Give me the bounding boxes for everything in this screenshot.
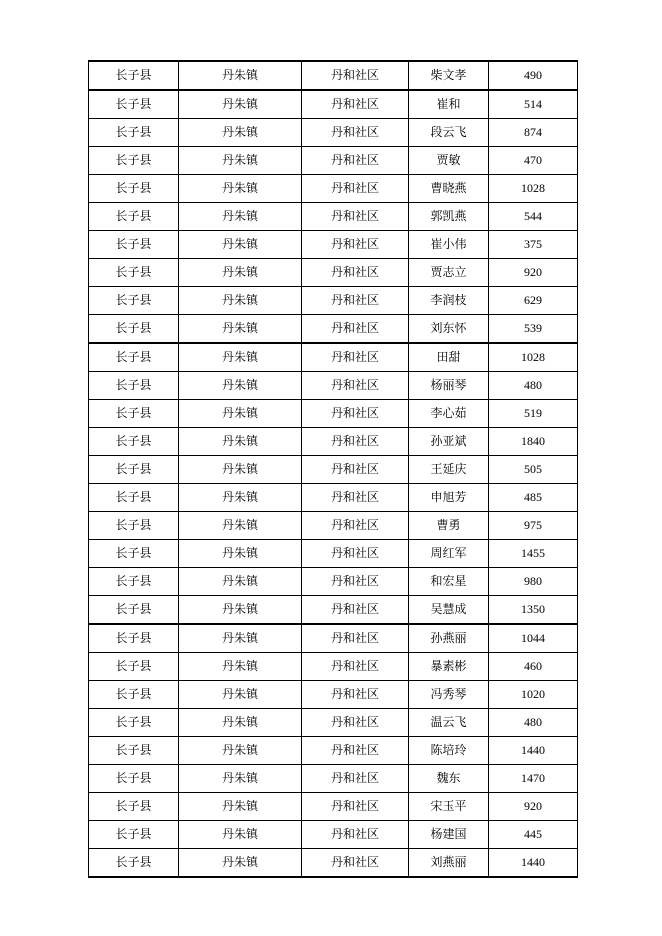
amount-cell: 1028 — [489, 343, 578, 372]
county-cell: 长子县 — [89, 400, 179, 428]
name-cell: 宋玉平 — [409, 793, 489, 821]
name-cell: 曹晓燕 — [409, 175, 489, 203]
town-cell: 丹朱镇 — [179, 287, 302, 315]
table-row — [89, 512, 578, 540]
table-row — [89, 287, 578, 315]
community-cell: 丹和社区 — [302, 596, 409, 625]
name-cell: 冯秀琴 — [409, 681, 489, 709]
name-cell: 曹勇 — [409, 512, 489, 540]
town-cell: 丹朱镇 — [179, 653, 302, 681]
community-cell: 丹和社区 — [302, 765, 409, 793]
name-cell: 吴慧成 — [409, 596, 489, 625]
table-row — [89, 653, 578, 681]
amount-cell: 375 — [489, 231, 578, 259]
county-cell: 长子县 — [89, 287, 179, 315]
town-cell: 丹朱镇 — [179, 821, 302, 849]
town-cell: 丹朱镇 — [179, 90, 302, 119]
name-cell: 孙亚斌 — [409, 428, 489, 456]
county-cell: 长子县 — [89, 793, 179, 821]
amount-cell: 539 — [489, 315, 578, 344]
roster-table — [88, 60, 578, 878]
community-cell: 丹和社区 — [302, 568, 409, 596]
county-cell: 长子县 — [89, 653, 179, 681]
town-cell: 丹朱镇 — [179, 737, 302, 765]
name-cell: 崔小伟 — [409, 231, 489, 259]
community-cell: 丹和社区 — [302, 484, 409, 512]
amount-cell: 1440 — [489, 737, 578, 765]
name-cell: 郭凯燕 — [409, 203, 489, 231]
table-row — [89, 372, 578, 400]
name-cell: 王延庆 — [409, 456, 489, 484]
town-cell: 丹朱镇 — [179, 709, 302, 737]
amount-cell: 1350 — [489, 596, 578, 625]
county-cell: 长子县 — [89, 596, 179, 625]
amount-cell: 480 — [489, 372, 578, 400]
name-cell: 刘燕丽 — [409, 849, 489, 878]
name-cell: 刘东怀 — [409, 315, 489, 344]
table-row — [89, 540, 578, 568]
amount-cell: 470 — [489, 147, 578, 175]
name-cell: 暴素彬 — [409, 653, 489, 681]
table-row — [89, 793, 578, 821]
community-cell: 丹和社区 — [302, 372, 409, 400]
name-cell: 贾敏 — [409, 147, 489, 175]
county-cell: 长子县 — [89, 90, 179, 119]
name-cell: 杨丽琴 — [409, 372, 489, 400]
name-cell: 李心茹 — [409, 400, 489, 428]
table-row — [89, 568, 578, 596]
amount-cell: 544 — [489, 203, 578, 231]
town-cell: 丹朱镇 — [179, 568, 302, 596]
town-cell: 丹朱镇 — [179, 456, 302, 484]
name-cell: 申旭芳 — [409, 484, 489, 512]
amount-cell: 445 — [489, 821, 578, 849]
town-cell: 丹朱镇 — [179, 119, 302, 147]
town-cell: 丹朱镇 — [179, 372, 302, 400]
amount-cell: 490 — [489, 61, 578, 90]
community-cell: 丹和社区 — [302, 400, 409, 428]
amount-cell: 1020 — [489, 681, 578, 709]
town-cell: 丹朱镇 — [179, 259, 302, 287]
amount-cell: 629 — [489, 287, 578, 315]
amount-cell: 485 — [489, 484, 578, 512]
name-cell: 柴文孝 — [409, 61, 489, 90]
county-cell: 长子县 — [89, 343, 179, 372]
town-cell: 丹朱镇 — [179, 231, 302, 259]
community-cell: 丹和社区 — [302, 428, 409, 456]
amount-cell: 920 — [489, 259, 578, 287]
town-cell: 丹朱镇 — [179, 343, 302, 372]
amount-cell: 980 — [489, 568, 578, 596]
community-cell: 丹和社区 — [302, 119, 409, 147]
town-cell: 丹朱镇 — [179, 512, 302, 540]
table-row — [89, 343, 578, 372]
amount-cell: 460 — [489, 653, 578, 681]
amount-cell: 1044 — [489, 624, 578, 653]
amount-cell: 514 — [489, 90, 578, 119]
table-row — [89, 596, 578, 625]
table-row — [89, 681, 578, 709]
town-cell: 丹朱镇 — [179, 624, 302, 653]
county-cell: 长子县 — [89, 624, 179, 653]
town-cell: 丹朱镇 — [179, 793, 302, 821]
community-cell: 丹和社区 — [302, 849, 409, 878]
community-cell: 丹和社区 — [302, 624, 409, 653]
name-cell: 温云飞 — [409, 709, 489, 737]
community-cell: 丹和社区 — [302, 343, 409, 372]
county-cell: 长子县 — [89, 61, 179, 90]
county-cell: 长子县 — [89, 259, 179, 287]
name-cell: 孙燕丽 — [409, 624, 489, 653]
table-row — [89, 259, 578, 287]
table-row — [89, 315, 578, 344]
name-cell: 和宏星 — [409, 568, 489, 596]
table-row — [89, 119, 578, 147]
community-cell: 丹和社区 — [302, 259, 409, 287]
county-cell: 长子县 — [89, 709, 179, 737]
table-row — [89, 175, 578, 203]
name-cell: 贾志立 — [409, 259, 489, 287]
community-cell: 丹和社区 — [302, 653, 409, 681]
table-row — [89, 765, 578, 793]
town-cell: 丹朱镇 — [179, 765, 302, 793]
name-cell: 杨建国 — [409, 821, 489, 849]
county-cell: 长子县 — [89, 765, 179, 793]
community-cell: 丹和社区 — [302, 315, 409, 344]
amount-cell: 1840 — [489, 428, 578, 456]
county-cell: 长子县 — [89, 231, 179, 259]
amount-cell: 975 — [489, 512, 578, 540]
county-cell: 长子县 — [89, 203, 179, 231]
county-cell: 长子县 — [89, 681, 179, 709]
table-row — [89, 231, 578, 259]
table-row — [89, 456, 578, 484]
community-cell: 丹和社区 — [302, 175, 409, 203]
county-cell: 长子县 — [89, 147, 179, 175]
county-cell: 长子县 — [89, 119, 179, 147]
name-cell: 崔和 — [409, 90, 489, 119]
amount-cell: 505 — [489, 456, 578, 484]
county-cell: 长子县 — [89, 372, 179, 400]
town-cell: 丹朱镇 — [179, 147, 302, 175]
table-row — [89, 709, 578, 737]
amount-cell: 920 — [489, 793, 578, 821]
table-row — [89, 849, 578, 878]
amount-cell: 1028 — [489, 175, 578, 203]
county-cell: 长子县 — [89, 315, 179, 344]
amount-cell: 1440 — [489, 849, 578, 878]
community-cell: 丹和社区 — [302, 61, 409, 90]
name-cell: 田甜 — [409, 343, 489, 372]
community-cell: 丹和社区 — [302, 287, 409, 315]
community-cell: 丹和社区 — [302, 512, 409, 540]
community-cell: 丹和社区 — [302, 203, 409, 231]
name-cell: 段云飞 — [409, 119, 489, 147]
town-cell: 丹朱镇 — [179, 400, 302, 428]
county-cell: 长子县 — [89, 821, 179, 849]
town-cell: 丹朱镇 — [179, 315, 302, 344]
table-row — [89, 821, 578, 849]
table-row — [89, 428, 578, 456]
town-cell: 丹朱镇 — [179, 596, 302, 625]
community-cell: 丹和社区 — [302, 681, 409, 709]
town-cell: 丹朱镇 — [179, 849, 302, 878]
town-cell: 丹朱镇 — [179, 203, 302, 231]
community-cell: 丹和社区 — [302, 540, 409, 568]
community-cell: 丹和社区 — [302, 90, 409, 119]
town-cell: 丹朱镇 — [179, 175, 302, 203]
table-row — [89, 737, 578, 765]
community-cell: 丹和社区 — [302, 821, 409, 849]
county-cell: 长子县 — [89, 175, 179, 203]
table-row — [89, 61, 578, 90]
table-row — [89, 484, 578, 512]
county-cell: 长子县 — [89, 428, 179, 456]
name-cell: 陈培玲 — [409, 737, 489, 765]
community-cell: 丹和社区 — [302, 456, 409, 484]
county-cell: 长子县 — [89, 484, 179, 512]
name-cell: 周红军 — [409, 540, 489, 568]
county-cell: 长子县 — [89, 849, 179, 878]
community-cell: 丹和社区 — [302, 709, 409, 737]
table-row — [89, 400, 578, 428]
roster-table-body — [89, 61, 578, 877]
community-cell: 丹和社区 — [302, 737, 409, 765]
county-cell: 长子县 — [89, 540, 179, 568]
amount-cell: 480 — [489, 709, 578, 737]
community-cell: 丹和社区 — [302, 793, 409, 821]
community-cell: 丹和社区 — [302, 231, 409, 259]
table-row — [89, 203, 578, 231]
name-cell: 李润枝 — [409, 287, 489, 315]
amount-cell: 519 — [489, 400, 578, 428]
town-cell: 丹朱镇 — [179, 681, 302, 709]
town-cell: 丹朱镇 — [179, 61, 302, 90]
town-cell: 丹朱镇 — [179, 484, 302, 512]
amount-cell: 1455 — [489, 540, 578, 568]
name-cell: 魏东 — [409, 765, 489, 793]
amount-cell: 874 — [489, 119, 578, 147]
table-row — [89, 90, 578, 119]
amount-cell: 1470 — [489, 765, 578, 793]
town-cell: 丹朱镇 — [179, 540, 302, 568]
table-row — [89, 624, 578, 653]
county-cell: 长子县 — [89, 456, 179, 484]
town-cell: 丹朱镇 — [179, 428, 302, 456]
table-row — [89, 147, 578, 175]
county-cell: 长子县 — [89, 568, 179, 596]
community-cell: 丹和社区 — [302, 147, 409, 175]
county-cell: 长子县 — [89, 512, 179, 540]
county-cell: 长子县 — [89, 737, 179, 765]
